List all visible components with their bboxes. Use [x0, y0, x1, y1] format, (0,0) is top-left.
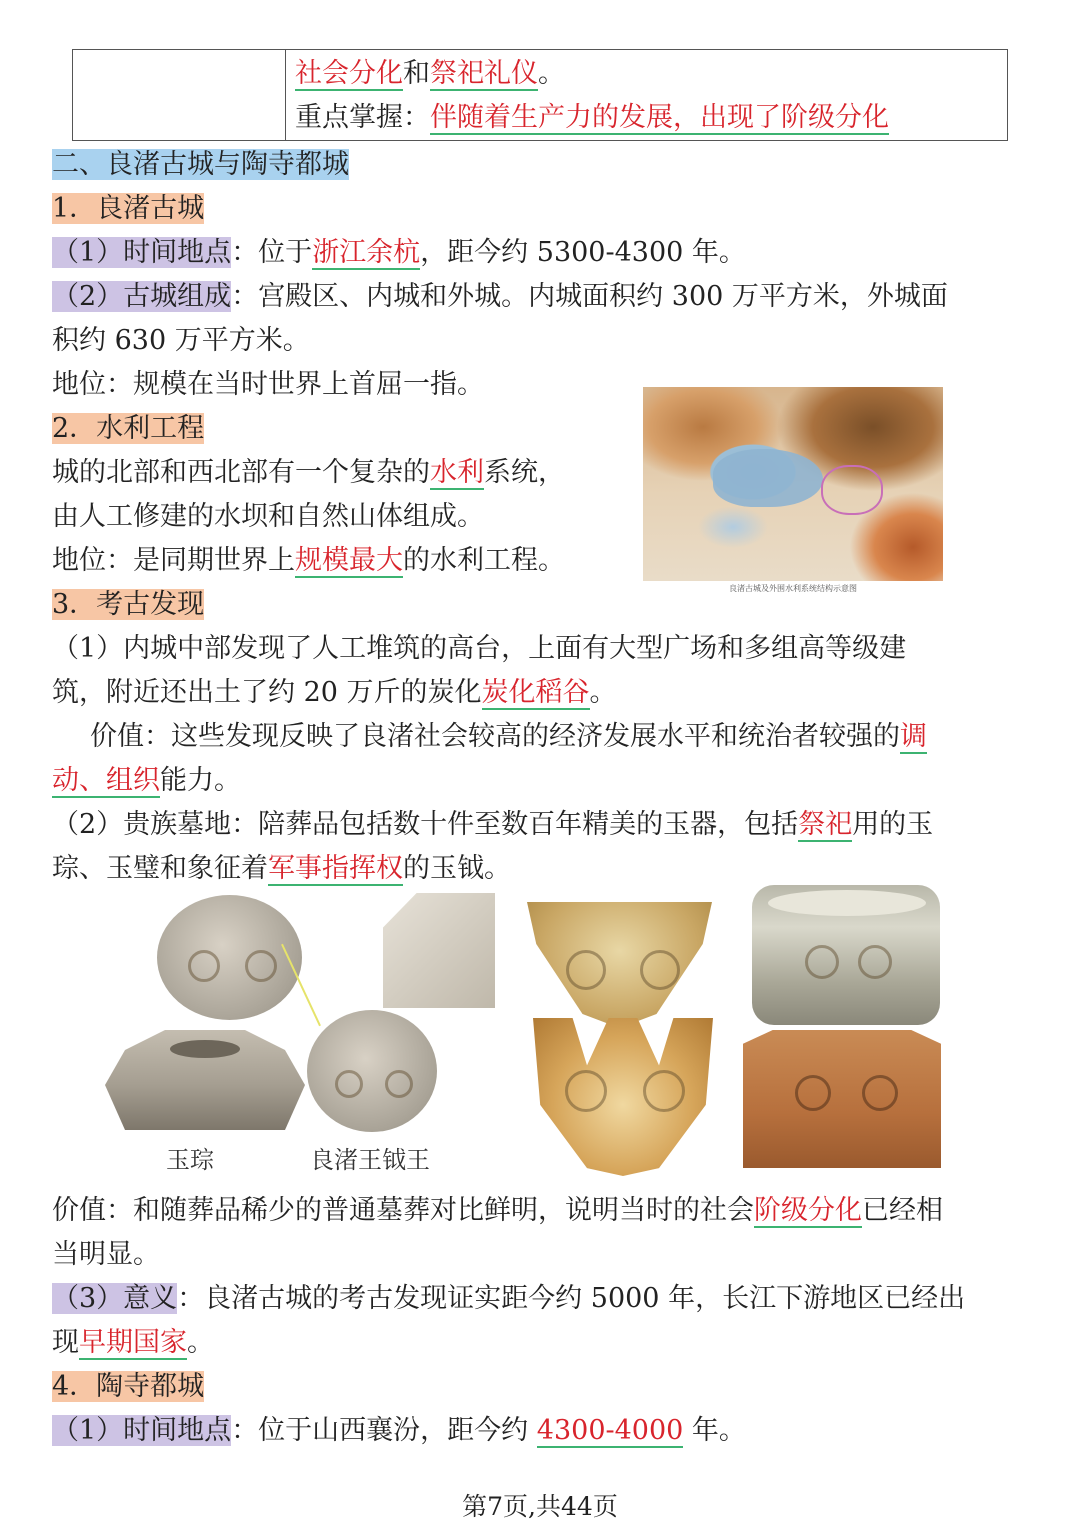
archaeology-p2-line1: （2）贵族墓地：陪葬品包括数十件至数百年精美的玉器，包括祭祀用的玉 [52, 809, 934, 840]
plaque-eye-left [795, 1075, 831, 1111]
heading-taosi: 4．陶寺都城 [52, 1371, 205, 1402]
mask-eye-left [566, 950, 606, 990]
heading-liangzhu: 1．良渚古城 [52, 193, 205, 224]
archaeology-value2-line2: 当明显。 [52, 1239, 160, 1270]
map-lake [713, 449, 823, 507]
jade-bracelet-rim [768, 890, 926, 916]
jade-mask-ornament-image [527, 888, 712, 1028]
cong-detail-circle-image [157, 895, 302, 1020]
archaeology-value2-line1: 价值：和随葬品稀少的普通墓葬对比鲜明，说明当时的社会阶级分化已经相 [52, 1195, 943, 1226]
table-divider [285, 50, 286, 140]
archaeology-p1-line2: 筑，附近还出土了约 20 万斤的炭化炭化稻谷。 [52, 677, 617, 708]
liangzhu-status: 地位：规模在当时世界上首屈一指。 [52, 369, 484, 400]
cong-detail-eye-right [245, 950, 277, 982]
yue-detail-circle-image [307, 1010, 437, 1132]
page-footer: 第7页,共44页 [462, 1492, 618, 1521]
archaeology-value1-line2: 动、组织能力。 [52, 765, 241, 796]
jade-trident-ornament-image [533, 1018, 713, 1176]
yue-detail-eye-left [335, 1070, 363, 1098]
heading-archaeology: 3．考古发现 [52, 589, 205, 620]
trident-eye-left [565, 1070, 607, 1112]
section-title: 二、良渚古城与陶寺都城 [52, 149, 349, 180]
map-caption: 良渚古城及外围水利系统结构示意图 [729, 584, 857, 593]
table-row-2: 重点掌握：伴随着生产力的发展，出现了阶级分化 [295, 102, 889, 133]
bracelet-eye-right [858, 945, 892, 979]
jade-cong-hole [170, 1040, 240, 1058]
cong-detail-eye-left [188, 950, 220, 982]
term-social-differentiation: 社会分化 [295, 58, 403, 89]
water-line-1: 城的北部和西北部有一个复杂的水利系统， [52, 457, 565, 488]
cong-corner-image [383, 893, 495, 1008]
mask-eye-right [640, 950, 680, 990]
table-row-1: 社会分化和祭祀礼仪。 [295, 58, 565, 89]
key-point-highlight: 伴随着生产力的发展，出现了阶级分化 [430, 102, 889, 133]
bracelet-eye-left [805, 945, 839, 979]
archaeology-p3-line1: （3）意义：良渚古城的考古发现证实距今约 5000 年，长江下游地区已经出 [52, 1283, 966, 1314]
term-ritual: 祭祀礼仪 [430, 58, 538, 89]
map-city-outline [821, 465, 883, 515]
archaeology-value1-line1: 价值：这些发现反映了良渚社会较高的经济发展水平和统治者较强的调 [90, 721, 927, 752]
image-label-cong: 玉琮 [166, 1146, 214, 1174]
water-line-3: 地位：是同期世界上规模最大的水利工程。 [52, 545, 565, 576]
image-label-yue: 良渚王钺王 [310, 1146, 430, 1174]
liangzhu-composition: （2）古城组成：宫殿区、内城和外城。内城面积约 300 万平方米，外城面 [52, 281, 948, 312]
liangzhu-time-location: （1）时间地点：位于浙江余杭，距今约 5300-4300 年。 [52, 237, 746, 268]
jade-plaque-image [743, 1030, 941, 1168]
yue-detail-eye-right [385, 1070, 413, 1098]
trident-eye-right [643, 1070, 685, 1112]
water-system-map-image [643, 387, 943, 581]
top-table [72, 49, 1008, 141]
heading-water: 2．水利工程 [52, 413, 205, 444]
archaeology-p3-line2: 现早期国家。 [52, 1327, 214, 1358]
archaeology-p1-line1: （1）内城中部发现了人工堆筑的高台，上面有大型广场和多组高等级建 [52, 633, 907, 664]
liangzhu-composition-cont: 积约 630 万平方米。 [52, 325, 310, 356]
water-line-2: 由人工修建的水坝和自然山体组成。 [52, 501, 484, 532]
plaque-eye-right [862, 1075, 898, 1111]
taosi-time-location: （1）时间地点：位于山西襄汾，距今约 4300-4000 年。 [52, 1415, 746, 1446]
archaeology-p2-line2: 琮、玉璧和象征着军事指挥权的玉钺。 [52, 853, 511, 884]
